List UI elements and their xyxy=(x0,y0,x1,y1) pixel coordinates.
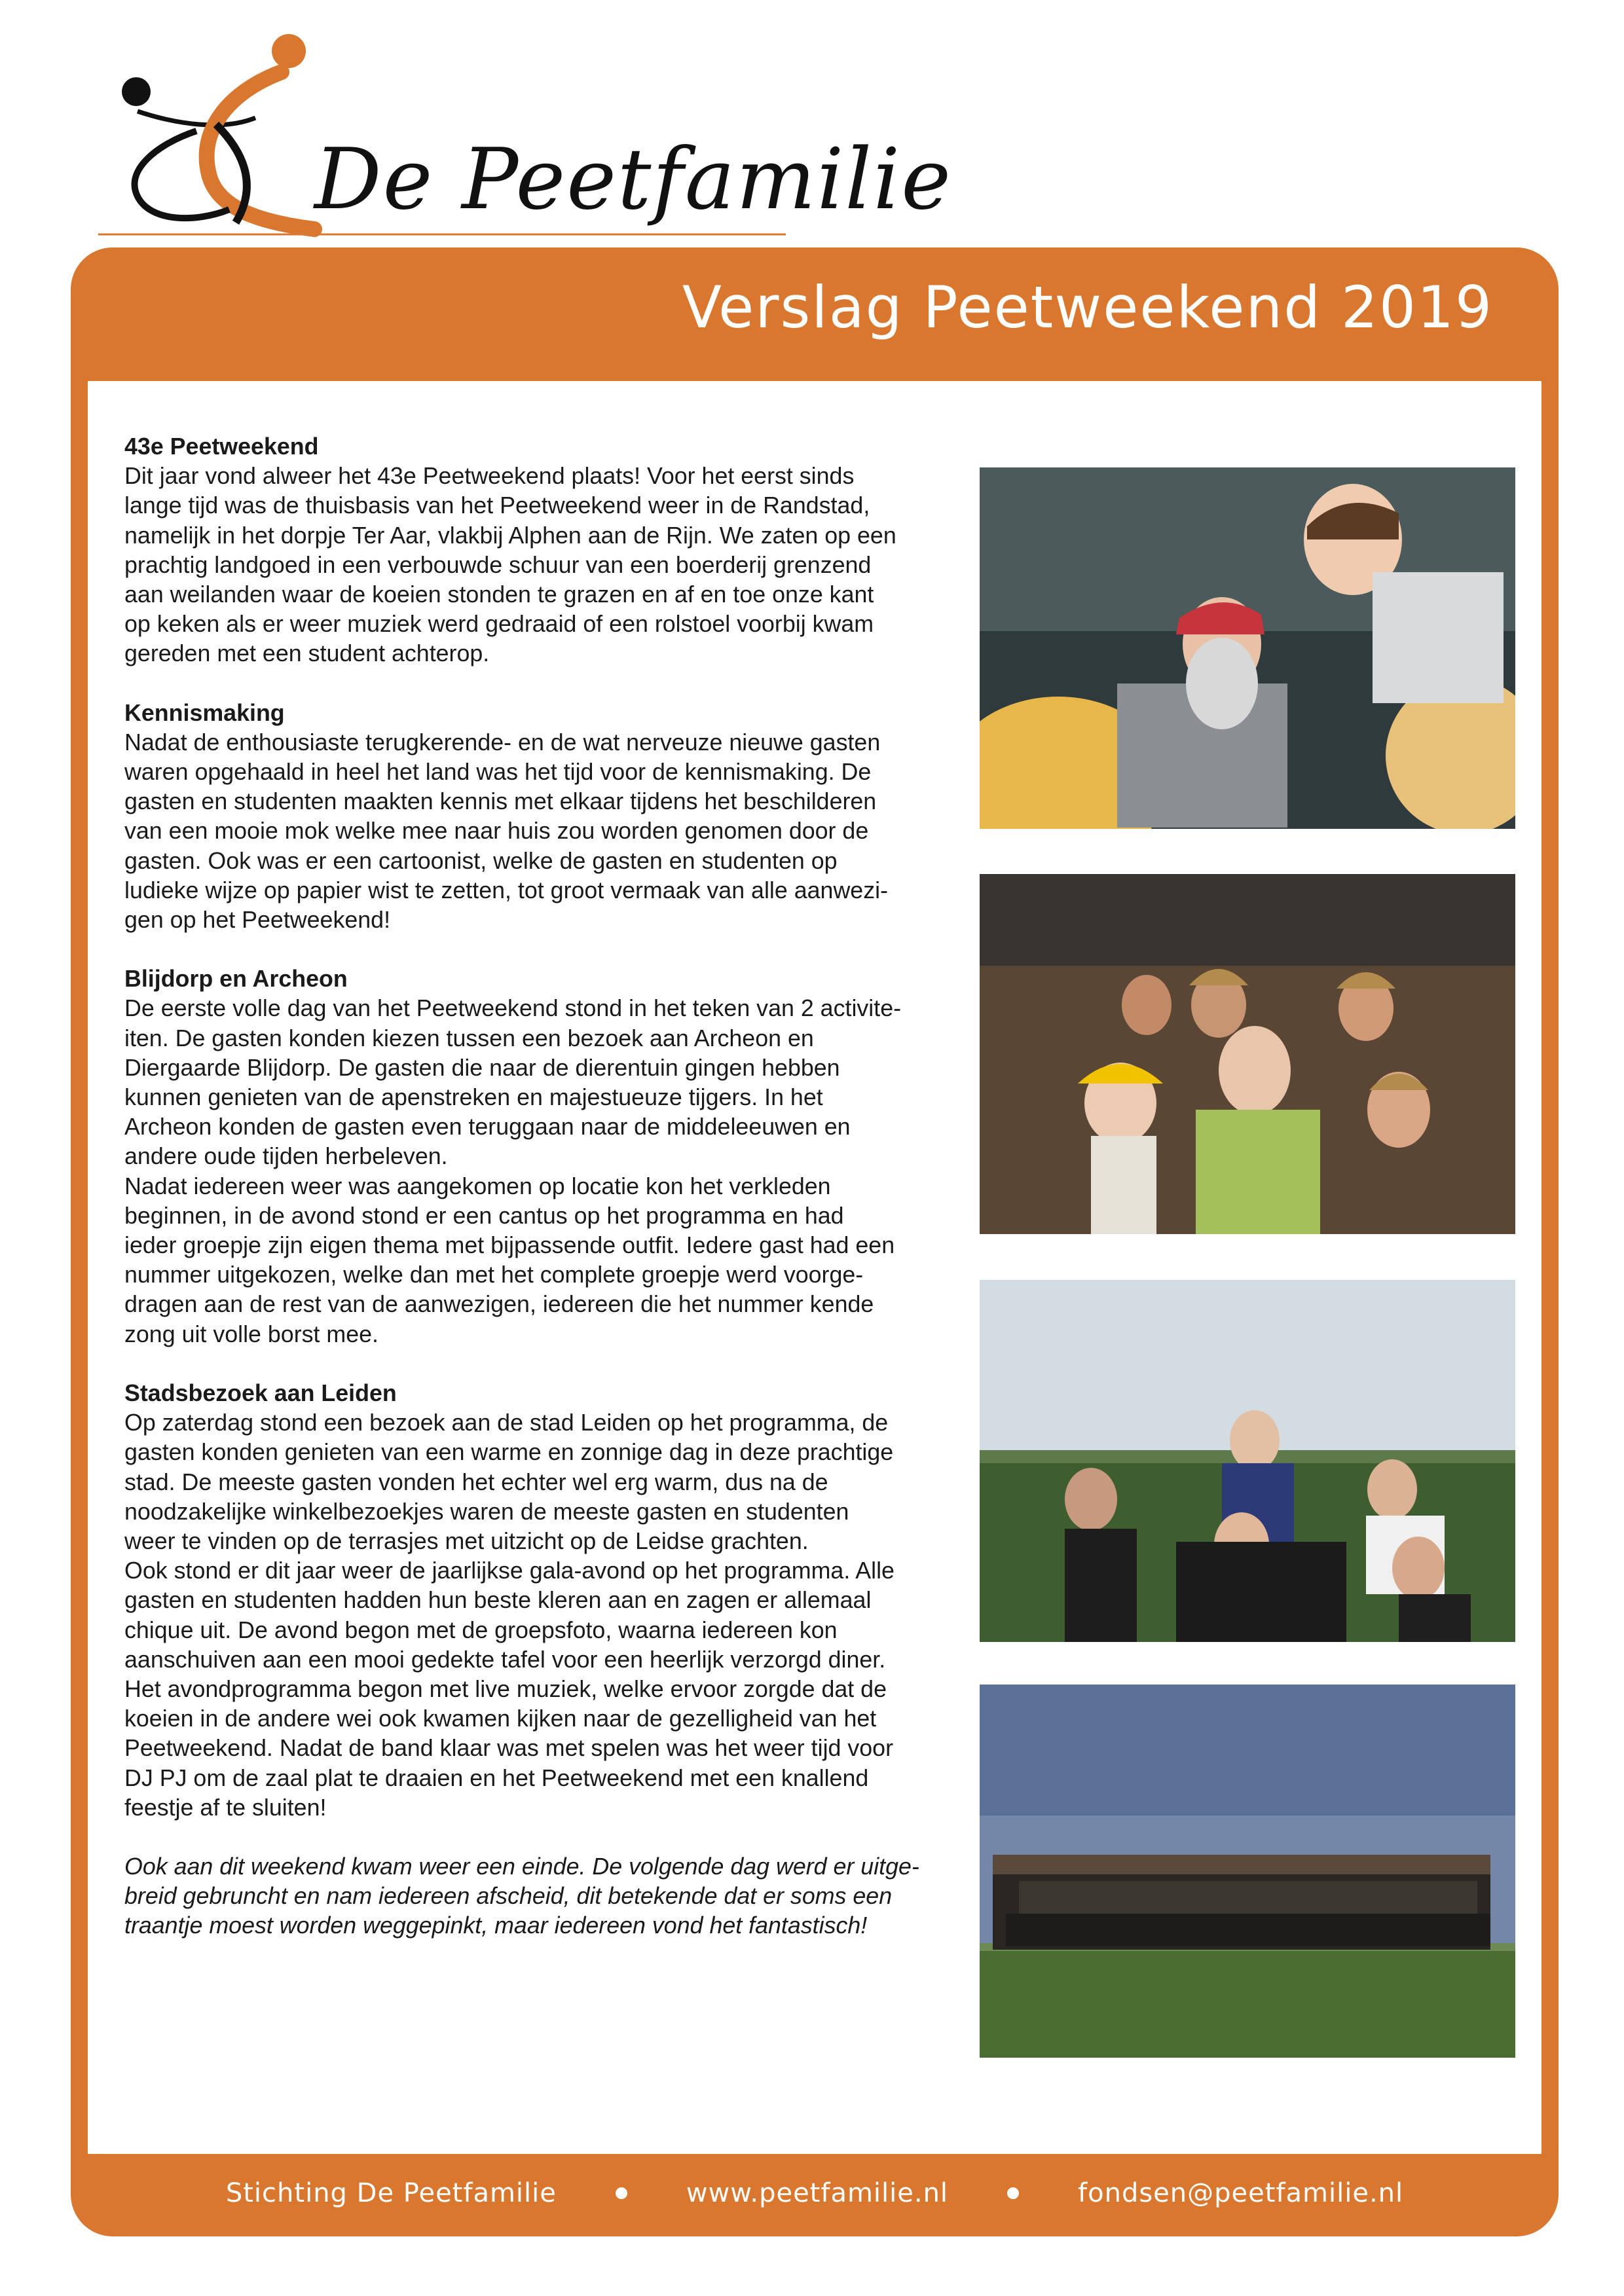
peetfamilie-logo xyxy=(98,26,952,249)
bullet-icon xyxy=(1007,2187,1019,2199)
article-body xyxy=(124,432,976,1941)
section-heading: Kennismaking xyxy=(124,699,285,726)
photo-group-picture xyxy=(980,1685,1515,2058)
section-stadsbezoek-leiden xyxy=(124,1379,976,1823)
logo-wordmark: De Peetfamilie xyxy=(314,131,952,228)
footer-website-link[interactable]: www.peetfamilie.nl xyxy=(686,2178,949,2208)
section-kennismaking xyxy=(124,699,976,936)
section-heading: 43e Peetweekend xyxy=(124,433,319,460)
section-text: Nadat de enthousiaste terugkerende- en de wat nerveuze nieuwe gasten waren opgehaald in heel het land was het tijd voor de kennismaking. De gasten en studenten maakten kennis met elkaar tijdens het beschilderen van een mooie mok welke mee naar huis zou worden genomen door de gasten. Ook was er een cartoonist, welke de gasten en studenten op ludieke wijze op papier wist te zetten, tot groot vermaak van alle aanwezi- gen op het Peetweekend! xyxy=(124,729,888,934)
section-blijdorp-archeon xyxy=(124,964,976,1349)
photo-students-field xyxy=(980,1280,1515,1642)
bullet-icon xyxy=(616,2187,627,2199)
photo-viking-group xyxy=(980,874,1515,1234)
section-43e-peetweekend xyxy=(124,432,976,669)
section-text: Op zaterdag stond een bezoek aan de stad Leiden op het programma, de gasten konden genieten van een warme en zonnige dag in deze prachtige stad. De meeste gasten vonden het echter wel erg warm, dus na de noodzakelijke winkelbezoekjes waren de meeste gasten en studenten weer te vinden op de terrasjes met uitzicht op de Leidse grachten. Ook stond er dit jaar weer de jaarlijkse gala-avond op het programma. Alle gasten en studenten hadden hun beste kleren aan en zagen er allemaal chique uit. De avond begon met de groepsfoto, waarna iedereen kon aanschuiven aan een mooi gedekte tafel voor een heerlijk verzorgd diner. Het avondprogramma begon met live muziek, welke ervoor zorgde dat de koeien in de andere wei ook kwamen kijken naar de gezelligheid van het Peetweekend. Nadat de band klaar was met spelen was het weer tijd voor DJ PJ om de zaal plat te draaien en het Peetweekend met een knallend feestje af te sluiten! xyxy=(124,1410,895,1821)
section-heading: Stadsbezoek aan Leiden xyxy=(124,1379,397,1406)
section-text: Dit jaar vond alweer het 43e Peetweekend plaats! Voor het eerst sinds lange tijd was de thuisbasis van het Peetweekend weer in de Randstad, namelijk in het dorpje Ter Aar, vlakbij Alphen aan de Rijn. We zaten op een prachtig landgoed in een verbouwde schuur van een boerderij grenzend aan weilanden waar de koeien stonden te grazen en af en toe onze kant op keken als er weer muziek werd gedraaid of een rolstoel voorbij kwam gereden met een student achterop. xyxy=(124,463,896,667)
page-title: Verslag Peetweekend 2019 xyxy=(682,274,1493,341)
footer-bar xyxy=(88,2167,1541,2219)
photo-guest-with-student xyxy=(980,467,1515,829)
section-heading: Blijdorp en Archeon xyxy=(124,966,348,993)
section-text: De eerste volle dag van het Peetweekend stond in het teken van 2 activite- iten. De gasten konden kiezen tussen een bezoek aan Archeon en Diergaarde Blijdorp. De gasten die naar de dierentuin gingen hebben kunnen genieten van de apenstreken en majestueuze tijgers. In het Archeon konden de gasten even teruggaan naar de middeleeuwen en andere oude tijden herbeleven. Nadat iedereen weer was aangekomen op locatie kon het verkleden beginnen, in de avond stond er een cantus op het programma en had ieder groepje zijn eigen thema met bijpassende outfit. Iedere gast had een nummer uitgekozen, welke dan met het complete groepje werd voorge- dragen aan de rest van de aanwezigen, iedereen die het nummer kende zong uit volle borst mee. xyxy=(124,995,902,1347)
closing-paragraph: Ook aan dit weekend kwam weer een einde. De volgende dag werd er uitge- breid gebruncht en nam iedereen afscheid, dit betekende dat er soms een traantje moest worden weggepinkt, maar iedereen vond het fantastisch! xyxy=(124,1853,919,1939)
footer-email-link[interactable]: fondsen@peetfamilie.nl xyxy=(1078,2178,1404,2208)
footer-org-name: Stichting De Peetfamilie xyxy=(225,2178,557,2208)
